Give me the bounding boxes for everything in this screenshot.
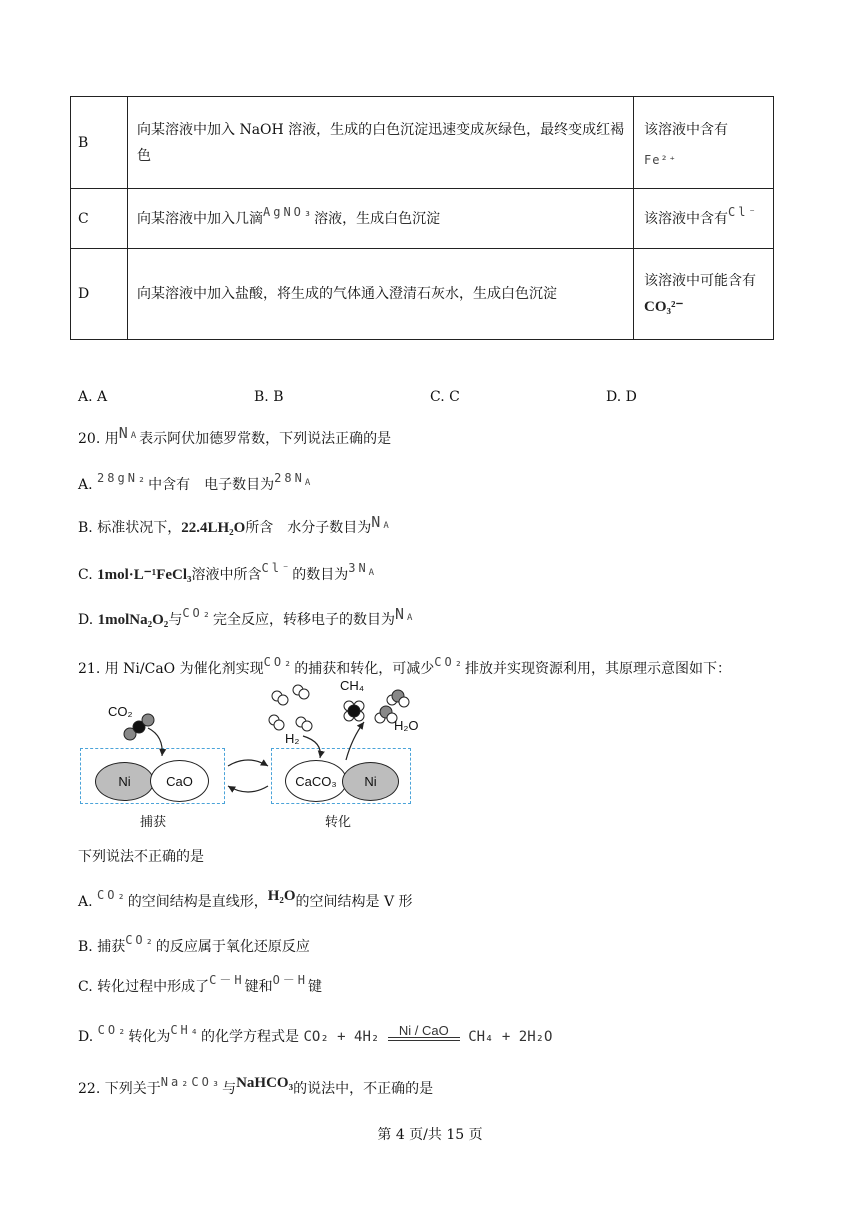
q20-stem — [78, 424, 392, 449]
arrow-icon — [346, 722, 364, 760]
formula: 3N — [348, 561, 369, 575]
h2-molecules-icon — [269, 685, 312, 731]
table-row — [71, 189, 774, 249]
formula: H₂O — [267, 888, 296, 904]
option-label: D. — [78, 1029, 94, 1045]
q20-option-d — [78, 605, 416, 630]
stem-text: 排放并实现资源利用，其原理示意图如下： — [464, 661, 731, 677]
option-text: 所含 水分子数目为 — [245, 520, 372, 536]
option-label: C. — [78, 567, 93, 583]
reaction-diagram — [78, 676, 418, 836]
table-row — [71, 97, 774, 189]
method-text: 溶液，生成白色沉淀 — [314, 210, 441, 227]
experiment-table — [70, 96, 774, 340]
option-text: 与 — [168, 612, 183, 628]
option-label: B. 标准状况下， — [78, 520, 182, 536]
row-key: D — [71, 249, 128, 340]
stem-text: 22. 下列关于 — [78, 1081, 161, 1097]
formula: Cl⁻ — [261, 561, 293, 575]
q20-option-c — [78, 561, 378, 585]
option-text: 的化学方程式是 — [201, 1029, 300, 1045]
formula: 22.4LH₂O — [181, 520, 246, 536]
arrow-icon — [148, 728, 162, 756]
formula: CO₂ — [182, 606, 213, 620]
q20-option-b — [78, 513, 392, 538]
molecule-drawings — [78, 676, 418, 836]
formula: Na₂CO₃ — [160, 1075, 223, 1089]
equation-arrow — [388, 1023, 460, 1041]
q22-stem — [78, 1075, 434, 1098]
stem-text: 的说法中，不正确的是 — [293, 1081, 434, 1097]
q21-option-b — [78, 933, 310, 956]
method-text: 向某溶液中加入几滴 — [137, 210, 263, 227]
equation-left: CO₂ + 4H₂ — [303, 1029, 380, 1045]
formula: 28N — [274, 471, 305, 485]
formula: C－H — [209, 973, 245, 987]
row-method: 向某溶液中加入 NaOH 溶液，生成的白色沉淀迅速变成灰绿色，最终变成红褐色 — [128, 97, 634, 189]
q21-option-d — [78, 1023, 553, 1046]
stem-text: 表示阿伏加德罗常数，下列说法正确的是 — [139, 431, 392, 447]
catalyst-label: Ni / CaO — [398, 1023, 449, 1038]
option-text: 溶液中所含 — [191, 567, 262, 583]
stem-text: 的捕获和转化，可减少 — [294, 661, 435, 677]
option-label: B. 捕获 — [78, 939, 126, 955]
na-symbol: N — [118, 424, 131, 442]
option-label: C. 转化过程中形成了 — [78, 979, 210, 995]
table-row — [71, 249, 774, 340]
conclusion-formula: CO₃²⁻ — [644, 299, 684, 315]
page-number: 第 4 页/共 15 页 — [377, 1127, 483, 1143]
formula: CO₂ — [434, 655, 465, 669]
method-formula: AgNO₃ — [263, 204, 315, 219]
row-conclusion — [634, 97, 774, 189]
option-text: 的数目为 — [292, 567, 349, 583]
stem-text: 20. 用 — [78, 431, 119, 447]
option-text: 的反应属于氧化还原反应 — [155, 939, 310, 955]
formula: N — [395, 605, 408, 623]
ch4-label: CH₄ — [340, 678, 365, 693]
q19-options — [78, 389, 778, 409]
q21-stem — [78, 655, 731, 678]
option-d: D. D — [606, 389, 637, 405]
cao-particle: CaO — [150, 760, 209, 802]
formula: N — [371, 513, 384, 531]
option-b: B. B — [254, 389, 284, 405]
formula: NaHCO₃ — [236, 1075, 294, 1091]
formula: 1mol·L⁻¹FeCl₃ — [97, 567, 192, 583]
h2o-label: H₂O — [394, 718, 419, 733]
subscript: A — [383, 521, 392, 531]
option-text: 键 — [308, 979, 323, 995]
formula: CO₂ — [97, 888, 128, 902]
subscript: A — [368, 568, 378, 578]
option-text: 键和 — [244, 979, 273, 995]
row-method — [128, 189, 634, 249]
formula: 1molNa₂O₂ — [97, 612, 169, 628]
formula: CH₄ — [170, 1023, 202, 1037]
subscript: A — [407, 613, 416, 623]
row-conclusion — [634, 189, 774, 249]
row-conclusion — [634, 249, 774, 340]
conclusion-formula: Fe²⁺ — [644, 152, 677, 167]
row-method: 向某溶液中加入盐酸，将生成的气体通入澄清石灰水，生成白色沉淀 — [128, 249, 634, 340]
option-label: A. — [78, 477, 93, 493]
option-text: 转化为 — [128, 1029, 171, 1045]
arrow-icon — [228, 786, 268, 792]
chemical-equation — [303, 1023, 553, 1045]
formula: O－H — [272, 973, 309, 987]
row-key: C — [71, 189, 128, 249]
conclusion-text: 该溶液中含有 — [644, 121, 728, 138]
na-subscript: A — [130, 431, 140, 441]
co2-label: CO₂ — [108, 704, 133, 719]
caco3-particle: CaCO₃ — [285, 760, 347, 802]
arrow-icon — [228, 760, 268, 766]
option-label: A. — [78, 894, 93, 910]
equation-right: CH₄ + 2H₂O — [468, 1029, 553, 1045]
q20-option-a — [78, 471, 314, 495]
ni-particle-right: Ni — [342, 762, 399, 801]
conclusion-formula: Cl⁻ — [728, 204, 759, 219]
q21-question: 下列说法不正确的是 — [78, 849, 204, 865]
option-text: 中含有 电子数目为 — [148, 477, 275, 493]
option-text: 的空间结构是 V 形 — [295, 894, 413, 910]
formula: CO₂ — [97, 1023, 129, 1037]
h2-label: H₂ — [285, 731, 300, 746]
stem-text: 21. 用 Ni/CaO 为催化剂实现 — [78, 661, 264, 677]
formula: CO₂ — [125, 933, 156, 947]
ch4-molecule-icon — [344, 701, 364, 721]
ni-particle-left: Ni — [95, 762, 154, 801]
option-text: 的空间结构是直线形， — [127, 894, 268, 910]
conclusion-text: 该溶液中可能含有 — [644, 273, 756, 289]
option-label: D. — [78, 612, 94, 628]
stem-text: 与 — [222, 1081, 237, 1097]
arrow-icon — [303, 736, 320, 758]
formula: CO₂ — [263, 655, 295, 669]
q21-option-a — [78, 888, 413, 911]
row-key: B — [71, 97, 128, 189]
capture-caption: 捕获 — [140, 814, 167, 829]
option-c: C. C — [430, 389, 460, 405]
convert-caption: 转化 — [325, 814, 352, 829]
conclusion-text: 该溶液中含有 — [644, 210, 728, 227]
formula: 28gN₂ — [97, 471, 149, 485]
option-text: 完全反应，转移电子的数目为 — [213, 612, 395, 628]
option-a: A. A — [78, 389, 108, 405]
subscript: A — [304, 478, 314, 488]
q21-option-c — [78, 973, 323, 996]
